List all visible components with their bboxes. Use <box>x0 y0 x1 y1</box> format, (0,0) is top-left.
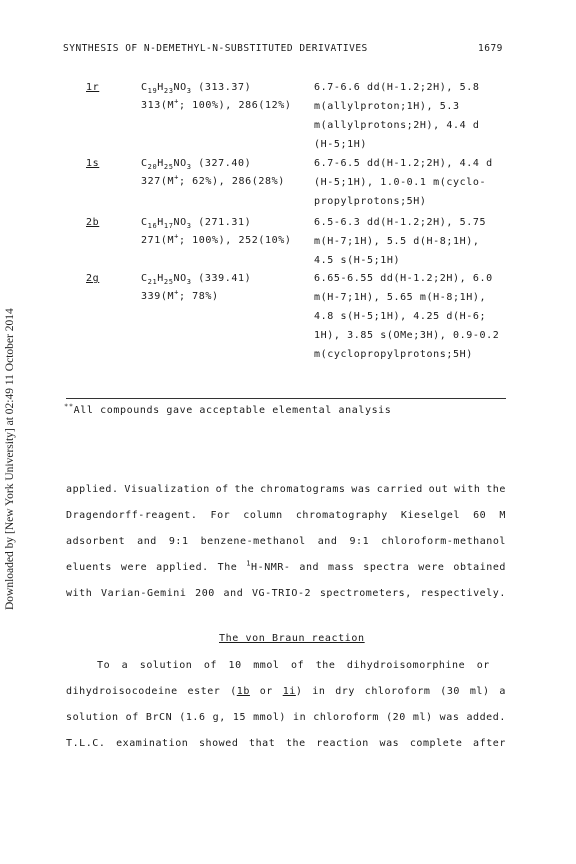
formula-h-count: 23 <box>163 87 174 95</box>
nmr-line: m(cyclopropylprotons;5H) <box>314 349 473 360</box>
word: Dragendorff-reagent. <box>66 510 198 521</box>
footnote-rule <box>66 398 506 399</box>
word: spectrometers, <box>319 588 412 599</box>
word: the <box>285 738 306 749</box>
word: benzene-methanol <box>200 536 306 547</box>
word: the <box>315 660 336 671</box>
word: reaction <box>316 738 369 749</box>
text-line <box>66 712 506 723</box>
word: after <box>473 738 506 749</box>
ms-molecular-ion: 327(M <box>141 176 175 187</box>
word: chromatograms <box>260 484 346 495</box>
molecular-weight: (313.37) <box>198 82 252 93</box>
word: Kieselgel <box>400 510 461 521</box>
word: chromatography <box>295 510 388 521</box>
word: with <box>66 588 93 599</box>
word: a <box>121 660 129 671</box>
word: (1.6 <box>179 712 206 723</box>
nmr-line: 4.8 s(H-5;1H), 4.25 d(H-6; <box>314 311 487 322</box>
word: ml) <box>469 686 490 697</box>
nmr-line: m(H-7;1H), 5.5 d(H-8;1H), <box>314 236 480 247</box>
word: chloroform <box>313 712 379 723</box>
word: was <box>439 712 460 723</box>
word: g, <box>212 712 226 723</box>
nmr-line: m(H-7;1H), 5.65 m(H-8;1H), <box>314 292 487 303</box>
word: adsorbent <box>66 536 126 547</box>
word: a <box>499 686 506 697</box>
word: dry <box>335 686 355 697</box>
ms-charge: + <box>174 97 179 106</box>
word: dihydroisocodeine <box>66 686 178 697</box>
word: eluents <box>66 562 112 573</box>
word: carried <box>376 484 423 495</box>
word: 15 <box>232 712 247 723</box>
word: 1i) <box>282 686 303 697</box>
formula-h-count: 17 <box>163 222 174 230</box>
word: obtained <box>453 562 506 573</box>
word: applied. <box>66 484 119 495</box>
nmr-line: 6.5-6.3 dd(H-1.2;2H), 5.75 <box>314 217 487 228</box>
footnote-marker: ** <box>64 402 74 411</box>
compound-id: 2b <box>86 217 100 228</box>
word: of <box>125 712 139 723</box>
word: added. <box>466 712 506 723</box>
word: To <box>97 660 111 671</box>
ms-values: ; 62%), 286(28%) <box>178 176 285 187</box>
nmr-line: propylprotons;5H) <box>314 196 427 207</box>
word: and <box>137 536 157 547</box>
word: were <box>120 562 148 573</box>
compound-formula: $C_{16}H_{17}NO_3$ (271.31) <box>141 217 252 230</box>
word: and <box>317 536 338 547</box>
word: solution <box>139 660 193 671</box>
word: 10 <box>228 660 242 671</box>
formula-h-count: 25 <box>163 278 174 286</box>
compound-ref: 1b <box>236 686 250 697</box>
word: of <box>215 484 229 495</box>
section-heading: The von Braun reaction <box>219 633 365 644</box>
ms-charge: + <box>174 288 179 297</box>
ms-charge: + <box>174 173 179 182</box>
text-line <box>66 536 506 547</box>
word: of <box>291 660 305 671</box>
word: mass <box>328 562 355 573</box>
word: Visualization <box>124 484 210 495</box>
text-line <box>97 660 490 671</box>
word: and <box>299 562 320 573</box>
word: examination <box>116 738 189 749</box>
text-line <box>66 484 506 495</box>
mass-spectrum <box>141 97 292 111</box>
word: column <box>243 510 283 521</box>
formula-c-count: 21 <box>147 278 158 286</box>
compound-formula: $C_{19}H_{23}NO_3$ (313.37) <box>141 82 252 95</box>
word: out <box>428 484 449 495</box>
word: VG-TRIO-2 <box>251 588 312 599</box>
word: spectra <box>363 562 410 573</box>
word: was <box>379 738 400 749</box>
word: were <box>418 562 445 573</box>
ms-charge: + <box>174 232 179 241</box>
ms-molecular-ion: 339(M <box>141 291 175 302</box>
nmr-line: 6.7-6.6 dd(H-1.2;2H), 5.8 <box>314 82 480 93</box>
ms-values: ; 78%) <box>178 291 219 302</box>
word: or <box>476 660 490 671</box>
word: was <box>351 484 371 495</box>
ms-molecular-ion: 271(M <box>141 235 175 246</box>
word: of <box>203 660 218 671</box>
word: (20 <box>386 712 406 723</box>
word: chloroform-methanol <box>381 536 506 547</box>
mass-spectrum <box>141 232 292 246</box>
compound-id: 1s <box>86 158 100 169</box>
nmr-line: (H-5;1H), 1.0-0.1 m(cyclo- <box>314 177 487 188</box>
nmr-line: 4.5 s(H-5;1H) <box>314 255 401 266</box>
word: with <box>454 484 481 495</box>
word: that <box>249 738 276 749</box>
word: dihydroisomorphine <box>346 660 466 671</box>
word: solution <box>66 712 119 723</box>
nmr-line: (H-5;1H) <box>314 139 367 150</box>
word: chloroform <box>364 686 431 697</box>
word: the <box>234 484 255 495</box>
molecular-weight: (327.40) <box>198 158 252 169</box>
molecular-weight: (339.41) <box>198 273 252 284</box>
compound-formula: $C_{21}H_{25}NO_3$ (339.41) <box>141 273 252 286</box>
word: Varian-Gemini <box>101 588 187 599</box>
formula-c-count: 20 <box>147 163 158 171</box>
word: in <box>293 712 307 723</box>
text-line <box>66 510 506 521</box>
word: the <box>486 484 506 495</box>
nmr-line: 6.7-6.5 dd(H-1.2;2H), 4.4 d <box>314 158 493 169</box>
word: complete <box>409 738 463 749</box>
mass-spectrum <box>141 173 285 187</box>
word: respectively. <box>420 588 506 599</box>
formula-c-count: 19 <box>147 87 158 95</box>
compound-id: 2g <box>86 273 100 284</box>
word: applied. <box>156 562 209 573</box>
word: M <box>499 510 506 521</box>
text-line <box>66 559 506 573</box>
word: ml) <box>412 712 433 723</box>
molecular-weight: (271.31) <box>198 217 252 228</box>
word: 60 <box>473 510 487 521</box>
nmr-line: m(allylprotons;2H), 4.4 d <box>314 120 480 131</box>
word: in <box>312 686 326 697</box>
page-number: 1679 <box>478 43 503 54</box>
mass-spectrum <box>141 288 219 302</box>
compound-ref: 1i <box>282 686 296 697</box>
word: (1b <box>230 686 250 697</box>
text-line <box>66 738 506 749</box>
word: showed <box>198 738 239 749</box>
word: (30 <box>440 686 460 697</box>
word: The <box>217 562 238 573</box>
word: or <box>259 686 273 697</box>
compound-formula: $C_{20}H_{25}NO_3$ (327.40) <box>141 158 252 171</box>
formula-o-count: 3 <box>186 222 192 230</box>
footnote-text: All compounds gave acceptable elemental analysis <box>73 405 392 416</box>
download-watermark: Downloaded by [New York University] at 02:49 11 October 2014 <box>4 308 16 610</box>
word: mmol <box>253 660 280 671</box>
formula-o-count: 3 <box>186 278 192 286</box>
ms-values: ; 100%), 252(10%) <box>178 235 292 246</box>
running-header-title: SYNTHESIS OF N-DEMETHYL-N-SUBSTITUTED DERIVATIVES <box>63 43 368 54</box>
nmr-line: 1H), 3.85 s(OMe;3H), 0.9-0.2 <box>314 330 500 341</box>
text-line <box>66 588 506 599</box>
compound-id: 1r <box>86 82 100 93</box>
formula-h-count: 25 <box>163 163 174 171</box>
word: 200 <box>195 588 215 599</box>
nmr-line: 6.65-6.55 dd(H-1.2;2H), 6.0 <box>314 273 493 284</box>
word: 9:1 <box>168 536 189 547</box>
word: BrCN <box>145 712 173 723</box>
formula-o-count: 3 <box>186 87 192 95</box>
footnote <box>64 402 392 416</box>
word: mmol) <box>253 712 286 723</box>
word: For <box>210 510 231 521</box>
word: ester <box>187 686 221 697</box>
text-line <box>66 686 506 697</box>
ms-molecular-ion: 313(M <box>141 100 175 111</box>
superscript: 1 <box>246 559 252 568</box>
word: 9:1 <box>349 536 370 547</box>
formula-c-count: 16 <box>147 222 158 230</box>
word: and <box>223 588 244 599</box>
ms-values: ; 100%), 286(12%) <box>178 100 292 111</box>
formula-o-count: 3 <box>186 163 192 171</box>
word: $^1$H-NMR- <box>246 559 291 573</box>
nmr-line: m(allylproton;1H), 5.3 <box>314 101 460 112</box>
word: T.L.C. <box>66 738 106 749</box>
